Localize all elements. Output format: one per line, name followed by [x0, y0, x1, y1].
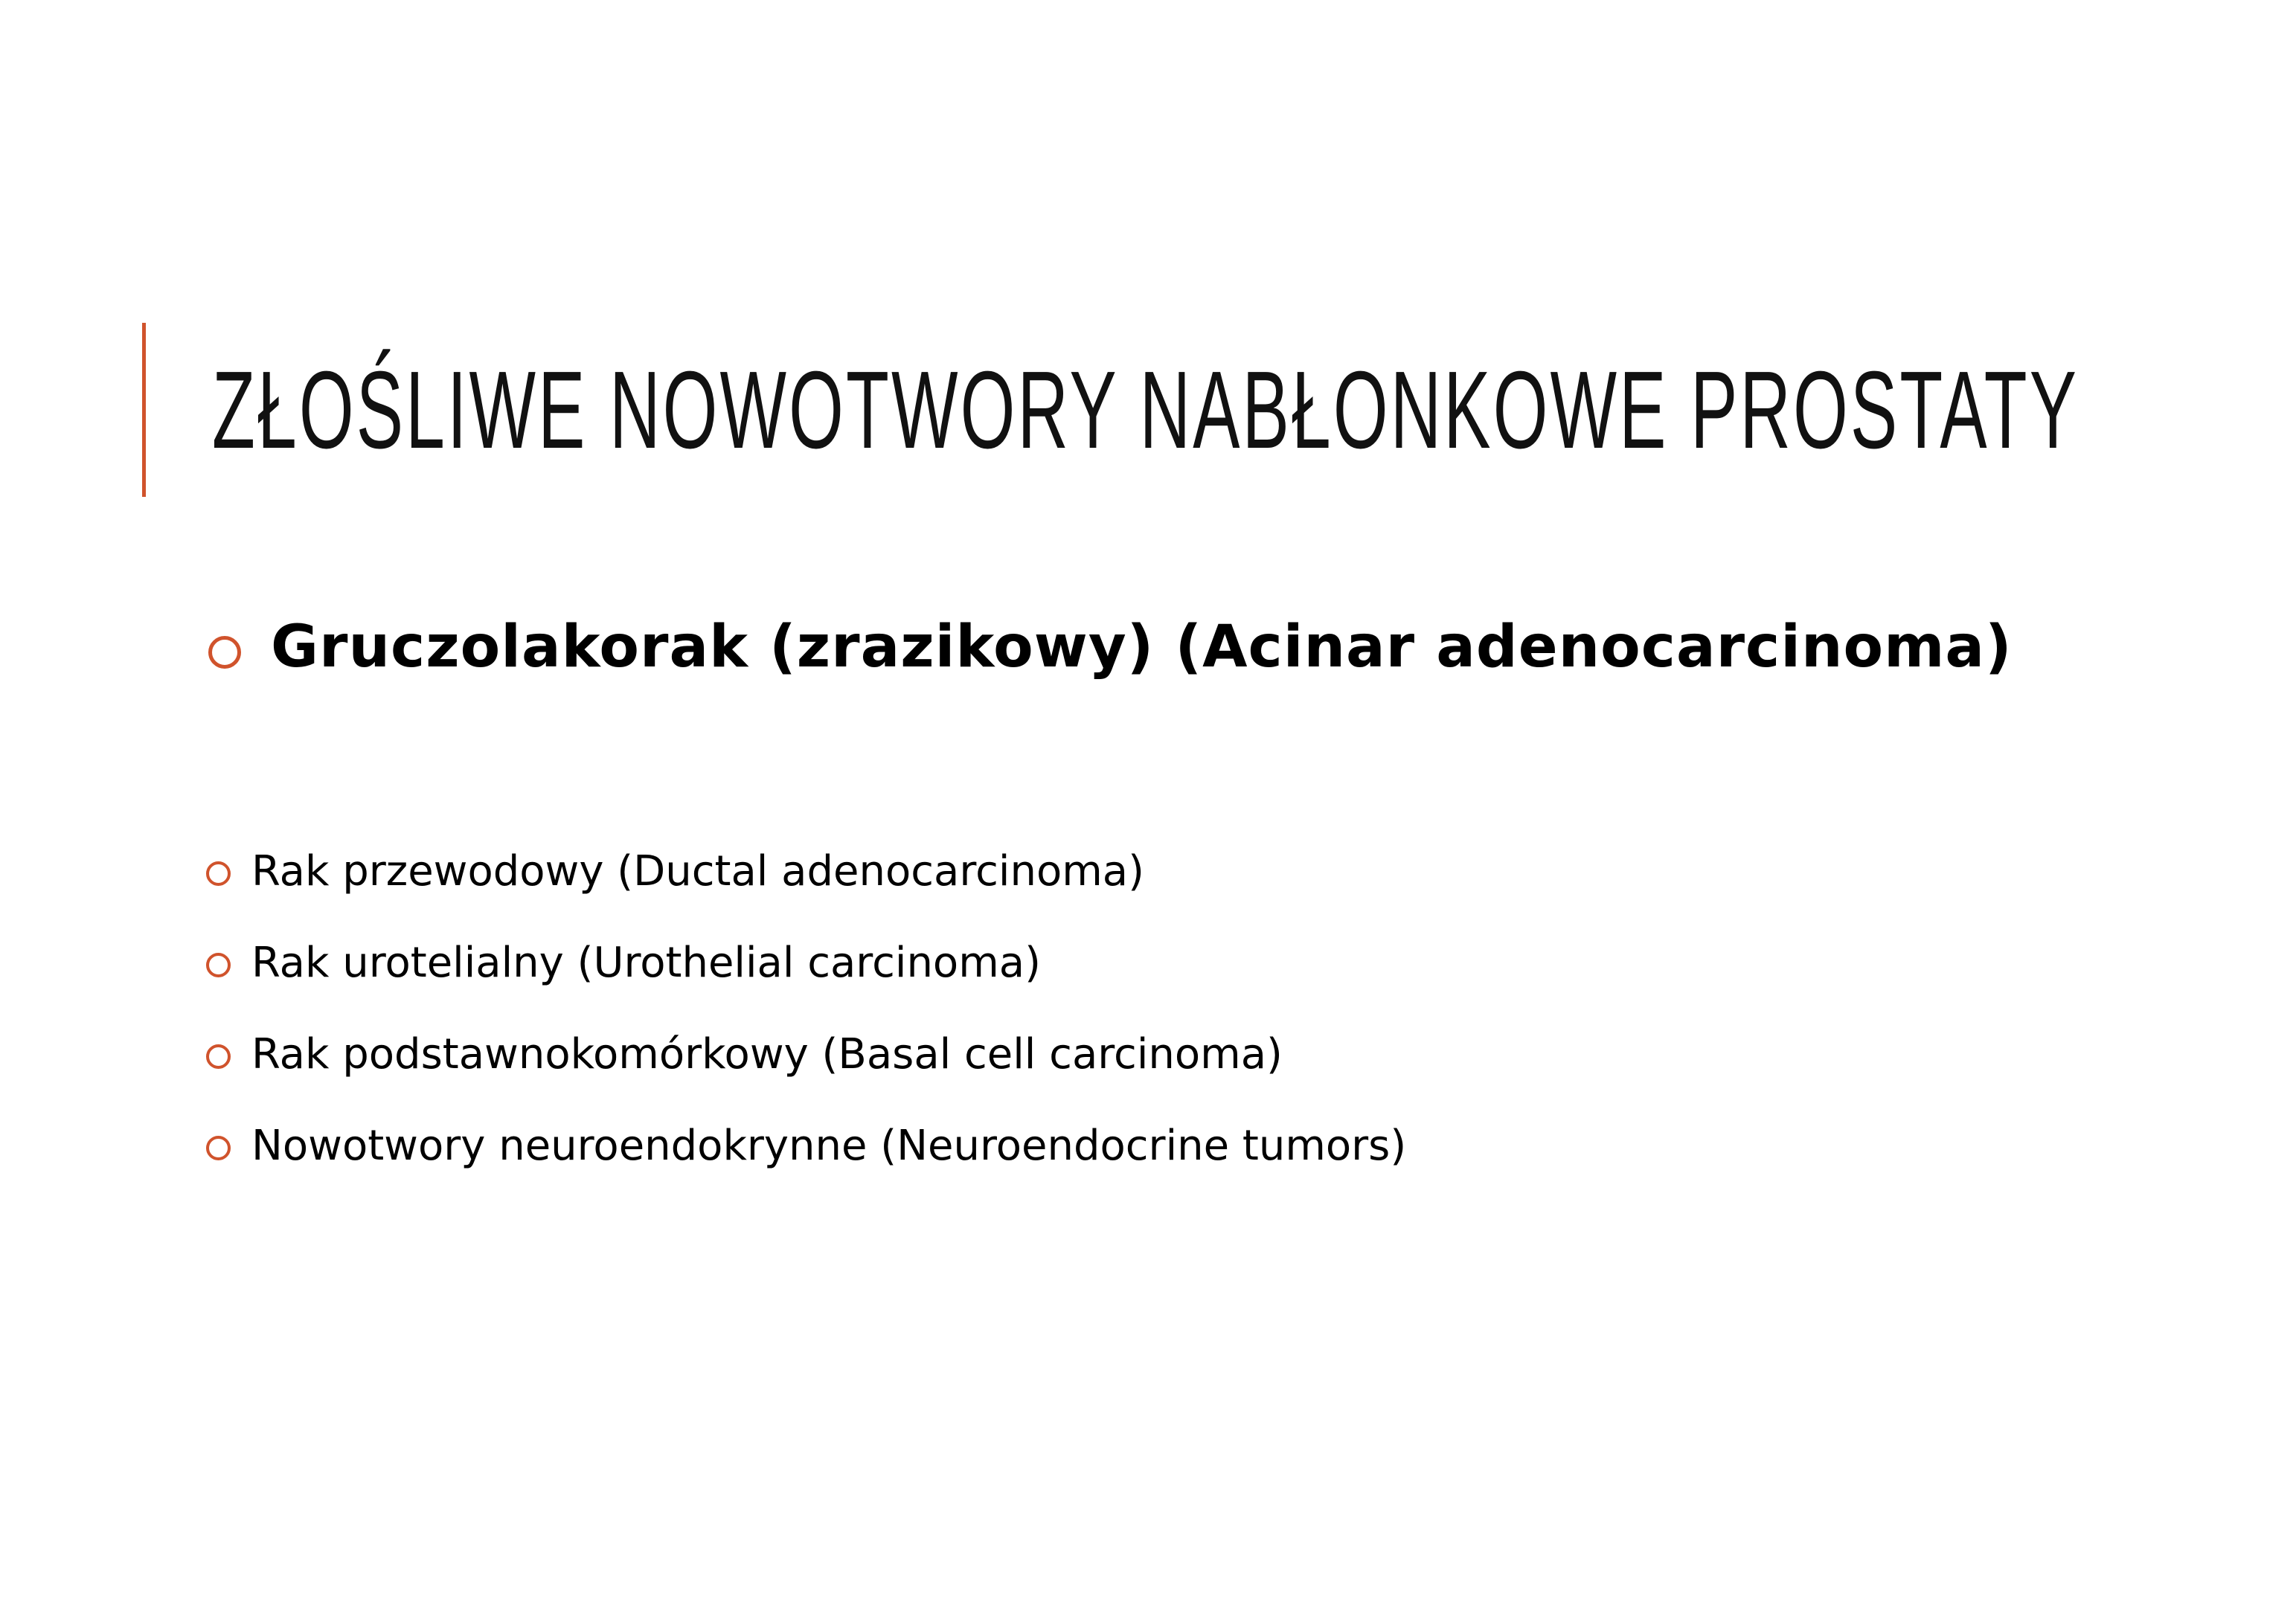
- main-bullet-text: Gruczolakorak (zrazikowy) (Acinar adenocarcinoma): [271, 614, 2013, 681]
- circle-bullet-icon: [206, 861, 231, 886]
- sub-bullet-text: Rak urotelialny (Urothelial carcinoma): [251, 938, 1041, 987]
- circle-bullet-icon: [206, 1136, 231, 1160]
- sub-bullet-text: Nowotwory neuroendokrynne (Neuroendocrine tumors): [251, 1121, 1407, 1170]
- circle-bullet-icon: [206, 1044, 231, 1069]
- sub-bullet-item: [206, 1116, 1406, 1175]
- sub-bullet-item: [206, 1024, 1283, 1084]
- sub-bullet-item: [206, 933, 1041, 992]
- main-bullet-item: [208, 602, 2013, 692]
- sub-bullet-item: [206, 841, 1144, 901]
- sub-bullet-text: Rak podstawnokomórkowy (Basal cell carcinoma): [251, 1029, 1283, 1079]
- circle-bullet-icon: [208, 636, 241, 669]
- title-accent-bar: [142, 323, 146, 497]
- sub-bullet-text: Rak przewodowy (Ductal adenocarcinoma): [251, 846, 1144, 896]
- slide-title: ZŁOŚLIWE NOWOTWORY NABŁONKOWE PROSTATY: [212, 349, 2079, 472]
- circle-bullet-icon: [206, 953, 231, 977]
